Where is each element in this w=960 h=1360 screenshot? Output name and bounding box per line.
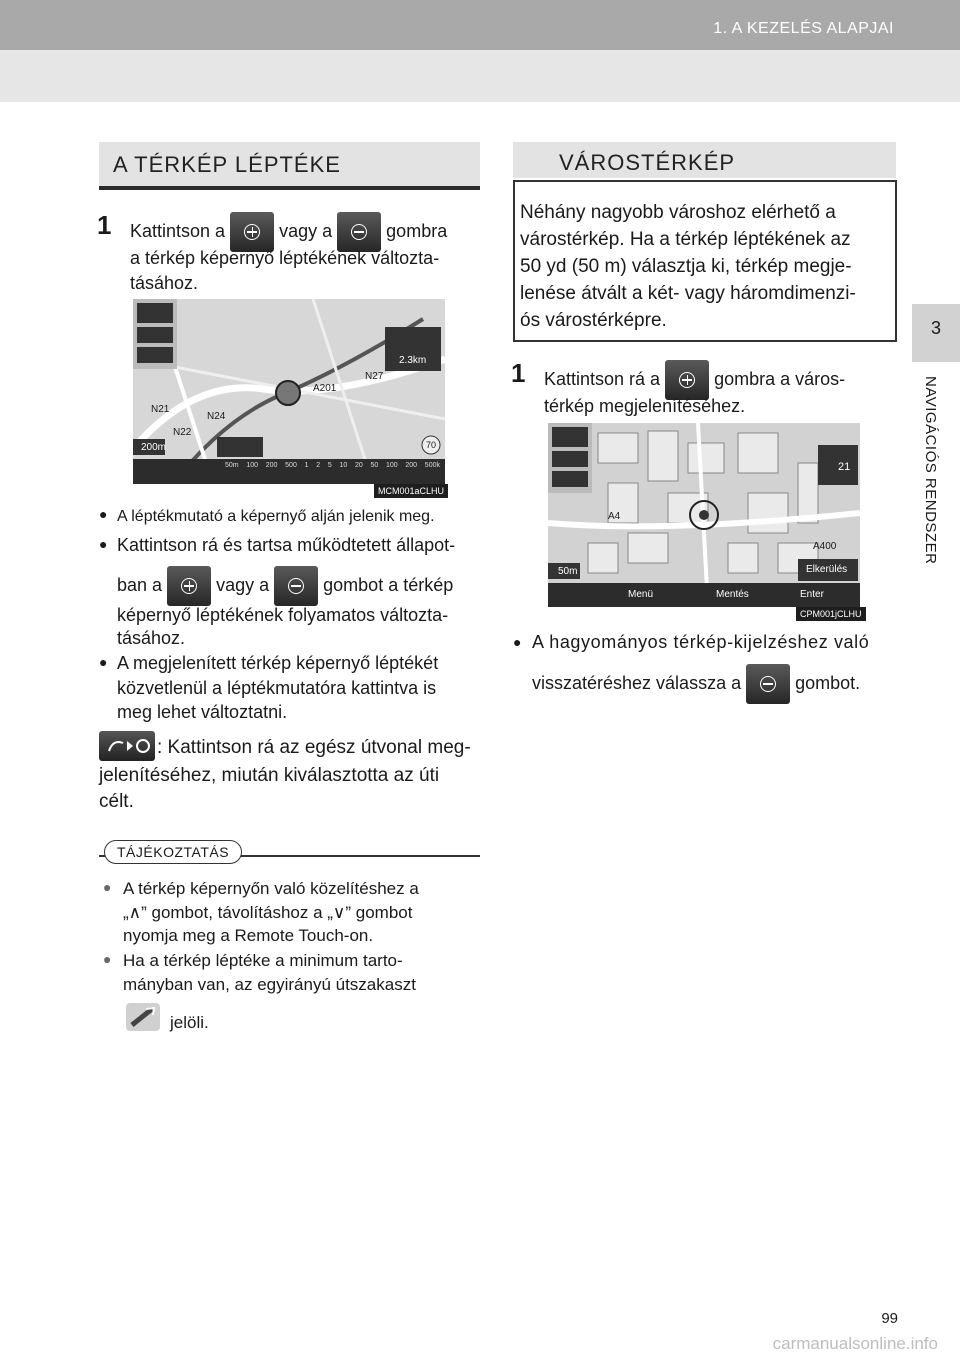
map-labels-left: 200m 2.3km N21 N22 N24 A201 N27 70 50m 100 200 500 1 2 5 10 20 50 100 200 500k <box>141 355 440 469</box>
route-text-3: célt. <box>99 791 134 812</box>
scale-bar: 50m 100 200 500 1 2 5 10 20 50 100 200 500k <box>225 462 440 469</box>
zoom-out-button-icon <box>274 566 318 606</box>
route-text-2: jelenítéséhez, miután kiválasztotta az úti <box>99 765 440 786</box>
box-line-5: ós várostérképre. <box>520 310 667 331</box>
box-line-2: várostérkép. Ha a térkép léptékének az <box>520 229 851 250</box>
map-labels-right: 50m A4 A400 21 Elkerülés Menü Mentés Enter <box>558 461 851 600</box>
route-text-1: : Kattintson rá az egész útvonal meg- <box>157 737 471 758</box>
city-bullet-a: A hagyományos térkép-kijelzéshez való <box>532 632 870 652</box>
bullet-text-3c: meg lehet változtatni. <box>117 702 288 722</box>
chapter-title: 1. A KEZELÉS ALAPJAI <box>713 20 894 37</box>
info-bullet-icon: ● <box>103 953 112 968</box>
info-bullet-icon: ● <box>103 881 112 896</box>
info-text-2a: Ha a térkép léptéke a minimum tarto- <box>123 951 403 970</box>
city-step-text-2: térkép megjelenítéséhez. <box>544 396 746 416</box>
whole-route-icon <box>99 731 155 761</box>
chapter-label: NAVIGÁCIÓS RENDSZER <box>922 376 939 565</box>
bullet-text-2a: Kattintson rá és tartsa működtetett állapot- <box>117 535 456 555</box>
bullet-text-2f: tásához. <box>117 628 186 648</box>
city-bullet-b: visszatéréshez válassza a gombot. <box>532 664 860 704</box>
footer-watermark: carmanualsonline.info <box>772 1334 938 1353</box>
bullet-icon: ● <box>99 508 108 523</box>
header-subband <box>0 50 960 102</box>
step-text-line3: tásához. <box>130 273 199 293</box>
section-title: A TÉRKÉP LÉPTÉKE <box>113 152 341 177</box>
info-text-2b: mányban van, az egyirányú útszakaszt <box>123 975 416 994</box>
info-text-1a: A térkép képernyőn való közelítéshez a <box>123 879 419 898</box>
one-way-road-icon <box>126 1003 160 1031</box>
info-text-1c: nyomja meg a Remote Touch-on. <box>123 926 374 945</box>
section-header-scale <box>99 142 480 190</box>
page-number: 99 <box>881 1310 898 1327</box>
section-title: VÁROSTÉRKÉP <box>559 150 736 175</box>
zoom-out-button-icon <box>746 664 790 704</box>
bullet-text-2b: ban a vagy a gombot a térkép <box>117 566 453 606</box>
box-line-3: 50 yd (50 m) választja ki, térkép megje- <box>520 256 852 277</box>
info-label: TÁJÉKOZTATÁS <box>104 840 242 864</box>
info-text-1b: „∧” gombot, távolításhoz a „∨” gombot <box>123 903 413 922</box>
screenshot-caption: MCM001aCLHU <box>374 484 448 498</box>
info-text-2c: jelöli. <box>170 1013 209 1032</box>
zoom-in-button-icon <box>167 566 211 606</box>
city-step-text: Kattintson rá a gombra a város- <box>544 360 845 400</box>
step-text: Kattintson a vagy a gombra <box>130 212 480 252</box>
bullet-text-3a: A megjelenített térkép képernyő léptékét <box>117 653 439 673</box>
box-line-1: Néhány nagyobb városhoz elérhető a <box>520 202 836 223</box>
bullet-icon: ● <box>513 636 522 651</box>
bullet-text-3b: közvetlenül a léptékmutatóra kattintva is <box>117 678 437 698</box>
bullet-text-1: A léptékmutató a képernyő alján jelenik meg. <box>117 508 435 525</box>
chapter-number: 3 <box>930 318 941 338</box>
bullet-icon: ● <box>99 656 108 671</box>
bullet-icon: ● <box>99 538 108 553</box>
box-line-4: lenése átvált a két- vagy háromdimenzi- <box>520 283 856 304</box>
step-number: 1 <box>97 210 112 240</box>
step-number: 1 <box>511 358 526 388</box>
step-text-line2: a térkép képernyő léptékének változta- <box>130 248 440 268</box>
bullet-text-2e: képernyő léptékének folyamatos változta- <box>117 605 449 625</box>
screenshot-caption: CPM001jCLHU <box>796 607 866 621</box>
section-header-city <box>513 142 896 178</box>
